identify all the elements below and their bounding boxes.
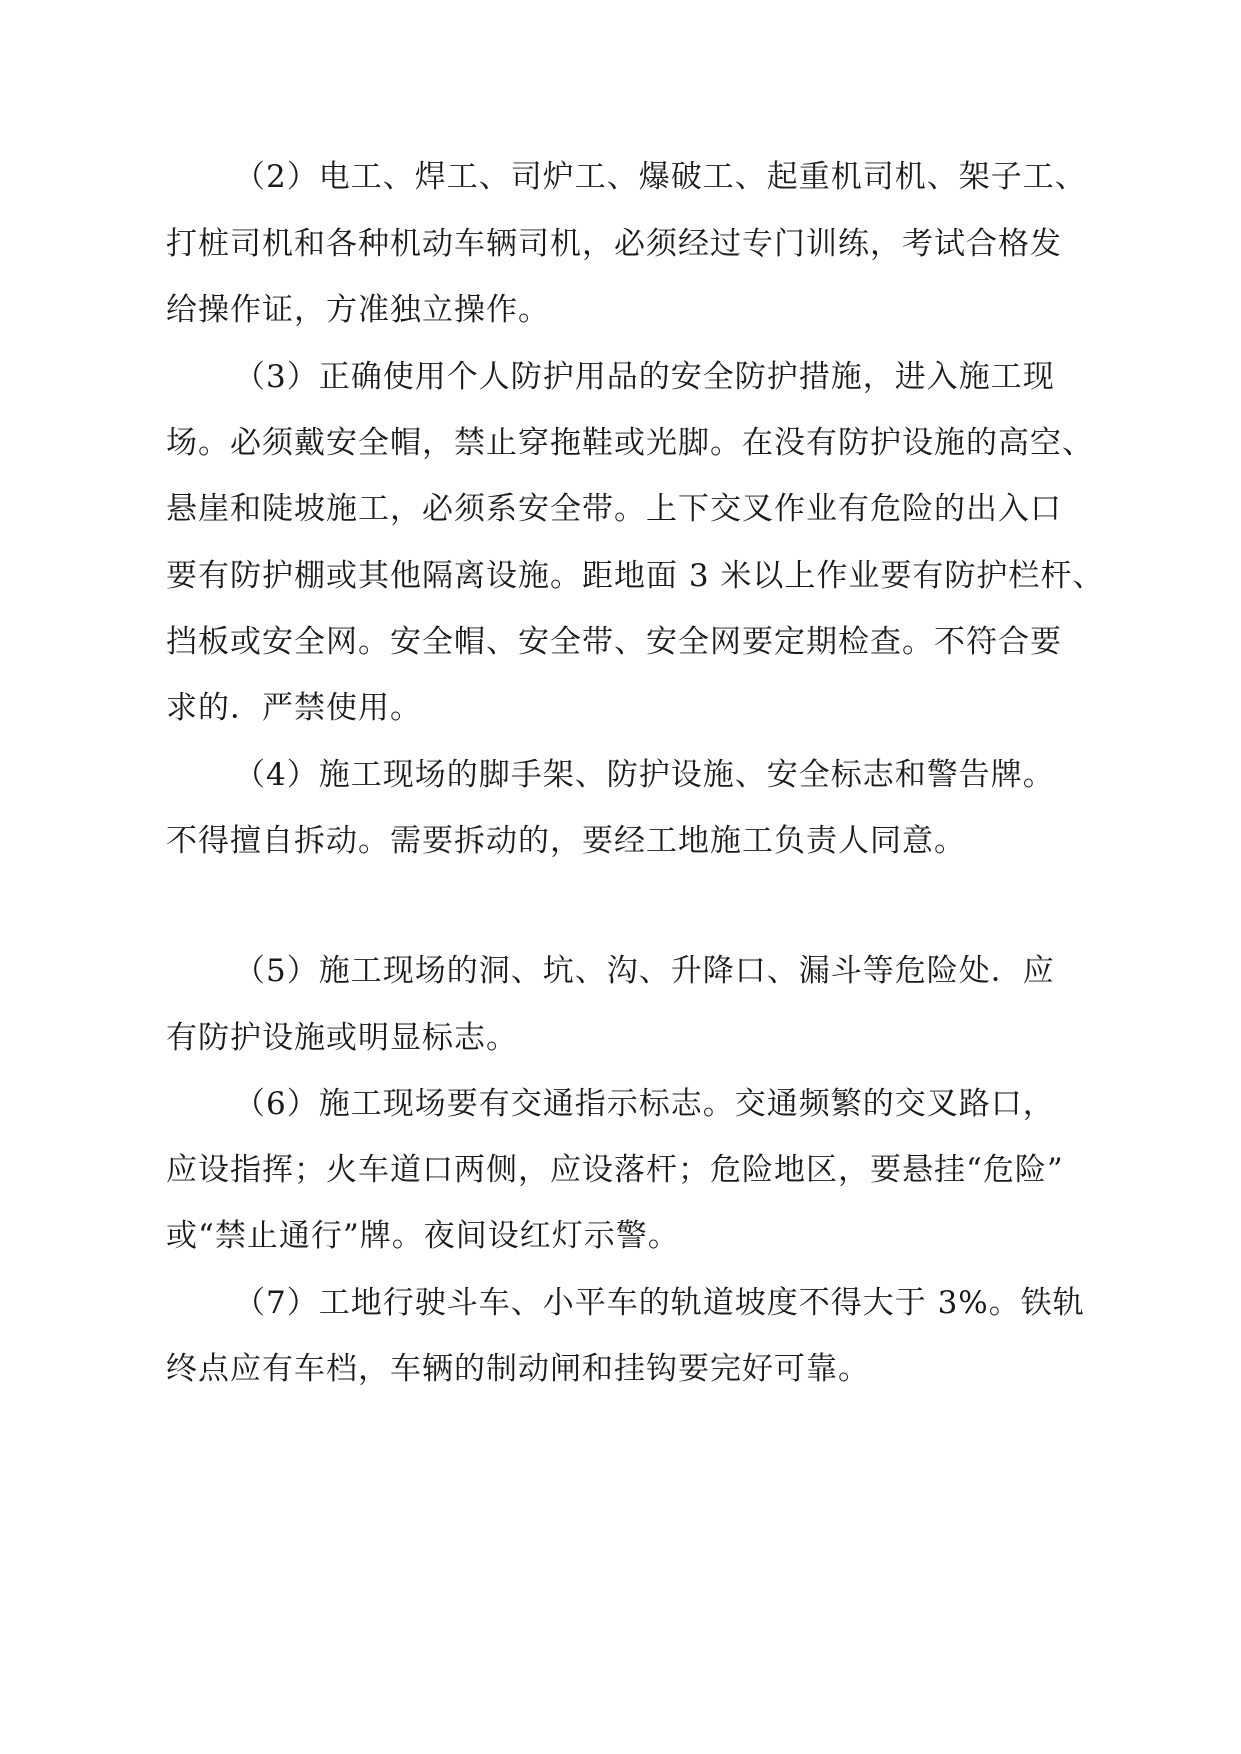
- text-line: 或“禁止通行”牌。夜间设红灯示警。: [166, 1218, 680, 1254]
- text-line: 给操作证，方准独立操作。: [166, 292, 550, 328]
- text-line: （6）施工现场要有交通指示标志。交通频繁的交叉路口，: [234, 1086, 1055, 1122]
- text-line: （2）电工、焊工、司炉工、爆破工、起重机司机、架子工、: [234, 159, 1087, 195]
- text-line: 终点应有车档，车辆的制动闸和挂钩要完好可靠。: [166, 1351, 870, 1387]
- text-line: 挡板或安全网。安全帽、安全带、安全网要定期检查。不符合要: [166, 624, 1062, 660]
- text-line: （5）施工现场的洞、坑、沟、升降口、漏斗等危险处．应: [234, 953, 1055, 989]
- text-line: （4）施工现场的脚手架、防护设施、安全标志和警告牌。: [234, 757, 1055, 793]
- text-line: 有防护设施或明显标志。: [166, 1020, 518, 1056]
- text-line: 求的．严禁使用。: [166, 690, 422, 726]
- text-line: （3）正确使用个人防护用品的安全防护措施，进入施工现: [234, 359, 1055, 395]
- text-line: 场。必须戴安全帽，禁止穿拖鞋或光脚。在没有防护设施的高空、: [166, 425, 1094, 461]
- text-line: 悬崖和陡坡施工，必须系安全带。上下交叉作业有危险的出入口: [166, 491, 1062, 527]
- text-line: （7）工地行驶斗车、小平车的轨道坡度不得大于 3%。铁轨: [234, 1285, 1085, 1321]
- text-line: 应设指挥；火车道口两侧，应设落杆；危险地区，要悬挂“危险”: [166, 1152, 1064, 1188]
- text-line: 要有防护棚或其他隔离设施。距地面 3 米以上作业要有防护栏杆、: [166, 558, 1105, 594]
- text-line: 不得擅自拆动。需要拆动的，要经工地施工负责人同意。: [166, 823, 966, 859]
- text-line: 打桩司机和各种机动车辆司机，必须经过专门训练，考试合格发: [166, 226, 1062, 262]
